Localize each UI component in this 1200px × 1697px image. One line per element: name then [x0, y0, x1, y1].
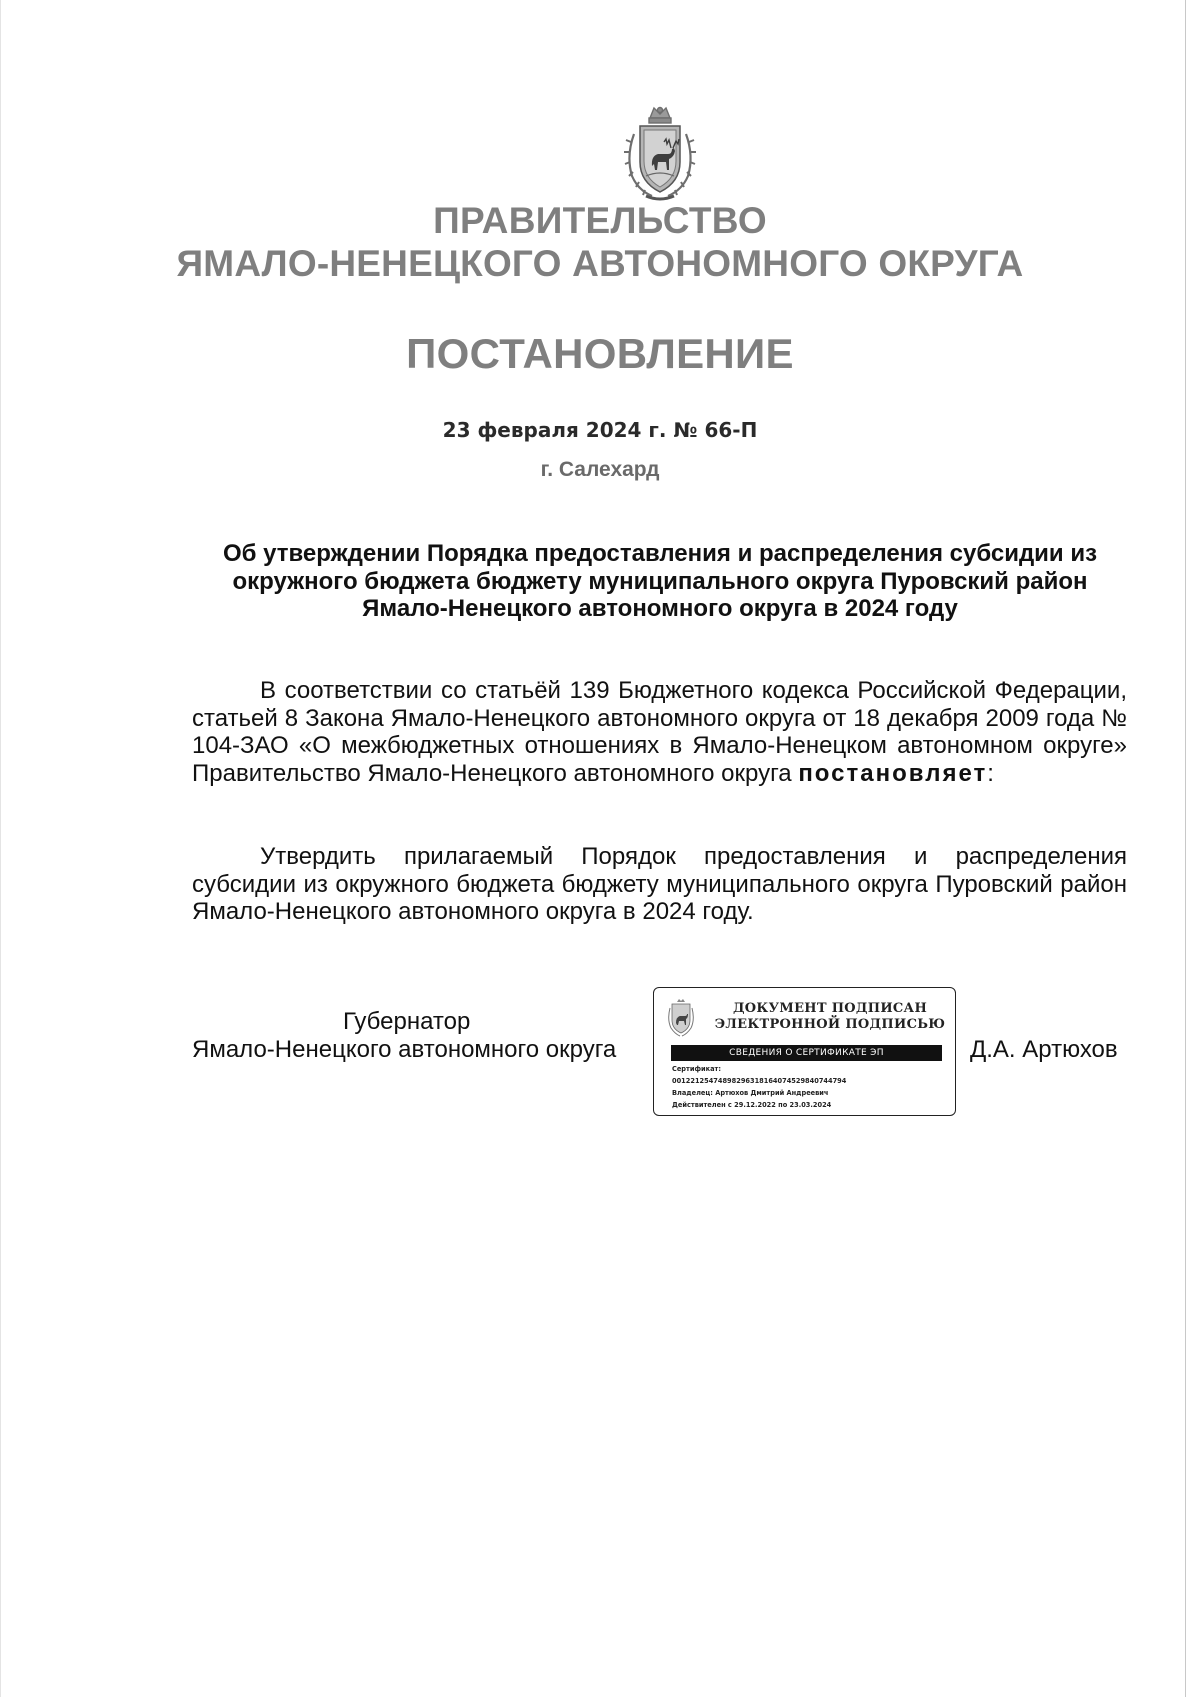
- coat-of-arms-icon: [624, 104, 696, 202]
- electronic-signature-stamp: [653, 987, 956, 1116]
- government-title-line2: ЯМАЛО-НЕНЕЦКОГО АВТОНОМНОГО ОКРУГА: [176, 243, 1024, 284]
- stamp-certificate-bar: СВЕДЕНИЯ О СЕРТИФИКАТЕ ЭП: [671, 1045, 942, 1061]
- stamp-heading-line2: ЭЛЕКТРОННОЙ ПОДПИСЬЮ: [714, 1017, 946, 1032]
- stamp-owner: Владелец: Артюхов Дмитрий Андреевич: [672, 1089, 829, 1097]
- signatory-name: Д.А. Артюхов: [970, 1036, 1118, 1063]
- stamp-certificate-label: Сертификат:: [672, 1065, 722, 1073]
- signatory-title-line2: Ямало-Ненецкого автономного округа: [192, 1036, 617, 1063]
- document-subject: Об утверждении Порядка предоставления и распределения субсидии из окружного бюджета бюджету муниципального округа Пуровский район Ямало-Ненецкого автономного округа в 2024 году: [222, 540, 1098, 622]
- stamp-validity: Действителен с 29.12.2022 по 23.03.2024: [672, 1101, 832, 1109]
- document-type: ПОСТАНОВЛЕНИЕ: [406, 330, 794, 377]
- government-title-line1: ПРАВИТЕЛЬСТВО: [433, 200, 767, 241]
- body-paragraph-1-text: В соответствии со статьёй 139 Бюджетного кодекса Российской Федерации, статьей 8 Закона Ямало-Ненецкого автономного округа от 18 декабря 2009 года № 104-ЗАО «О межбюджетных отношениях в Ямало-Ненецком автономном округе» Правительство Ямало-Ненецкого автономного округа: [192, 677, 1127, 787]
- document-date-number: 23 февраля 2024 г. № 66-П: [442, 418, 758, 442]
- decree-word: постановляет: [798, 759, 988, 787]
- body-paragraph-2: Утвердить прилагаемый Порядок предоставления и распределения субсидии из окружного бюджета бюджету муниципального округа Пуровский район Ямало-Ненецкого автономного округа в 2024 году.: [192, 843, 1127, 925]
- decree-colon: :: [987, 759, 994, 787]
- stamp-heading-line1: ДОКУМЕНТ ПОДПИСАН: [732, 1001, 928, 1016]
- stamp-emblem-icon: [667, 998, 695, 1038]
- signatory-title-line1: Губернатор: [343, 1008, 471, 1035]
- document-city: г. Салехард: [540, 458, 660, 481]
- body-paragraph-1: [192, 677, 1127, 787]
- stamp-certificate-number: 00122125474898296318164074529840744794: [672, 1077, 847, 1085]
